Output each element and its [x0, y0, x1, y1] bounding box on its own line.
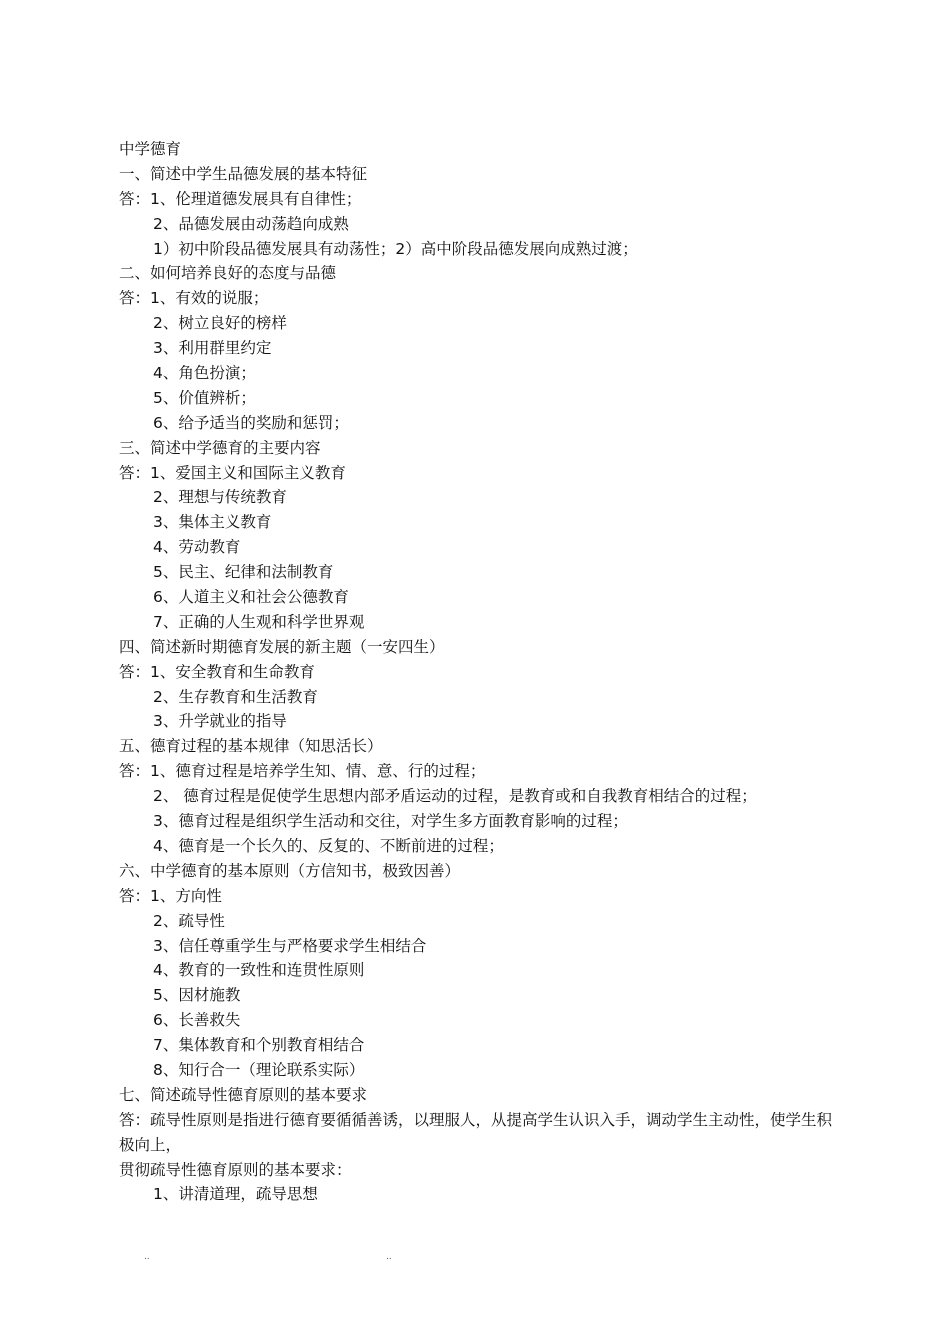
answer-item: 1）初中阶段品德发展具有动荡性；2）高中阶段品德发展向成熟过渡；: [153, 239, 638, 258]
text-line: 七、简述疏导性德育原则的基本要求: [119, 1085, 368, 1104]
answer-item: 6、人道主义和社会公德教育: [153, 588, 349, 607]
answer-item: 6、给予适当的奖励和惩罚；: [153, 413, 349, 432]
text-line: 贯彻疏导性德育原则的基本要求：: [119, 1160, 352, 1179]
answer-item: 5、因材施教: [153, 986, 241, 1005]
line-list: [119, 162, 839, 1108]
answer-item: 7、正确的人生观和科学世界观: [153, 612, 365, 631]
text-line: 答：1、德育过程是培养学生知、情、意、行的过程；: [119, 762, 486, 781]
answer-item: 5、价值辨析；: [153, 388, 256, 407]
answer-item: 4、角色扮演；: [153, 364, 256, 383]
text-line: 四、简述新时期德育发展的新主题（一安四生）: [119, 637, 445, 656]
text-line: 三、简述中学德育的主要内容: [119, 438, 321, 457]
answer-item: 3、信任尊重学生与严格要求学生相结合: [153, 936, 427, 955]
text-line: 答：1、安全教育和生命教育: [119, 662, 315, 681]
answer-item: 2、 德育过程是促使学生思想内部矛盾运动的过程，是教育或和自我教育相结合的过程；: [153, 787, 757, 806]
answer-item: 3、德育过程是组织学生活动和交往，对学生多方面教育影响的过程；: [153, 812, 628, 831]
text-line: 二、如何培养良好的态度与品德: [119, 264, 337, 283]
answer-item: 2、生存教育和生活教育: [153, 687, 318, 706]
answer-item: 2、树立良好的榜样: [153, 314, 287, 333]
text-line: 一、简述中学生品德发展的基本特征: [119, 164, 368, 183]
text-line: 答：1、方向性: [119, 886, 222, 905]
answer-item: 3、集体主义教育: [153, 513, 272, 532]
answer-item: 4、教育的一致性和连贯性原则: [153, 961, 365, 980]
text-line: 答：1、有效的说服；: [119, 289, 269, 308]
answer-item: 3、升学就业的指导: [153, 712, 287, 731]
answer-item: 5、民主、纪律和法制教育: [153, 563, 334, 582]
text-line: 五、德育过程的基本规律（知思活长）: [119, 737, 383, 756]
line-list-after: [119, 1158, 839, 1208]
answer-item: 2、品德发展由动荡趋向成熟: [153, 214, 349, 233]
answer-item: 2、理想与传统教育: [153, 488, 287, 507]
answer-item: 8、知行合一（理论联系实际）: [153, 1060, 365, 1079]
answer-item: 2、疏导性: [153, 911, 225, 930]
text-line: 六、中学德育的基本原则（方信知书，极致因善）: [119, 861, 461, 880]
footer-mark-left: ..: [144, 1252, 150, 1262]
text-line: 答：1、爱国主义和国际主义教育: [119, 463, 346, 482]
answer-item: 6、长善救失: [153, 1011, 241, 1030]
answer-paragraph: 答：疏导性原则是指进行德育要循循善诱，以理服人，从提高学生认识入手，调动学生主动性，使学生积极向上，: [119, 1110, 833, 1154]
answer-item: 7、集体教育和个别教育相结合: [153, 1036, 365, 1055]
answer-item: 1、讲清道理，疏导思想: [153, 1185, 318, 1204]
document-body: [119, 137, 839, 1207]
answer-item: 4、德育是一个长久的、反复的、不断前进的过程；: [153, 836, 504, 855]
answer-item: 3、利用群里约定: [153, 339, 272, 358]
text-line: 答：1、伦理道德发展具有自律性；: [119, 189, 362, 208]
document-title: 中学德育: [119, 140, 182, 158]
footer-mark-right: ..: [386, 1252, 392, 1262]
answer-item: 4、劳动教育: [153, 538, 241, 557]
